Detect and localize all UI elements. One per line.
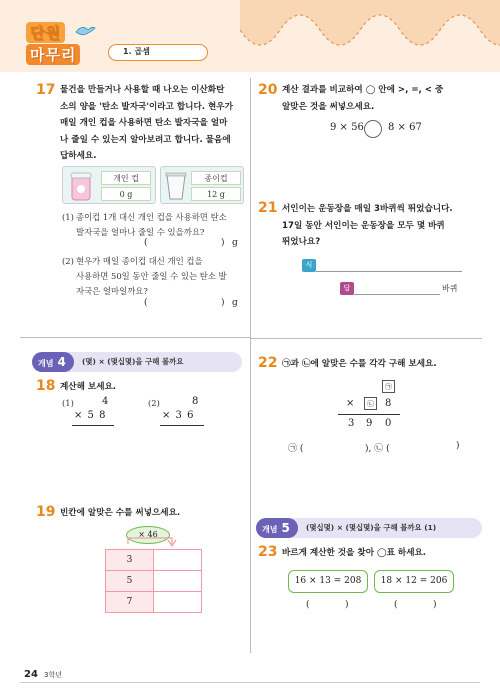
concept5-tag-label: 개념 — [262, 525, 278, 534]
unit-title-pill: 1. 곱셈 — [108, 44, 208, 61]
q17-sub1-number: (1) — [62, 212, 74, 222]
q20-left-expr: 9 × 56 — [330, 122, 364, 133]
q17-sub1-line: 발자국을 얼마나 줄일 수 있을까요? — [76, 227, 205, 237]
q18-text: 계산해 보세요. — [60, 382, 117, 392]
q18-number: 18 — [36, 378, 56, 394]
paper-cup-icon — [165, 171, 187, 201]
q17-sub2-line: 현우가 매일 종이컵 대신 개인 컵을 — [76, 256, 203, 266]
column-divider — [250, 78, 251, 653]
q18-p1-bottom: × 5 8 — [74, 410, 107, 421]
q21-line: 17일 동안 서인이는 운동장을 모두 몇 바퀴 — [282, 220, 445, 231]
concept5-tag-number: 5 — [281, 521, 290, 535]
q17-sub2-text — [76, 254, 246, 299]
q22-result-digit: 9 — [366, 418, 373, 429]
q18-p2-number: (2) — [148, 398, 160, 408]
q21-sik-line[interactable] — [316, 271, 462, 272]
q17-number: 17 — [36, 82, 56, 98]
paper-cup-card — [160, 166, 244, 204]
q18-p1-top: 4 — [102, 396, 109, 407]
q22-answer-a-label: ㉠ ( — [288, 444, 304, 454]
q19-text: 빈칸에 알맞은 수를 써넣으세요. — [60, 508, 181, 518]
q21-dap-unit: 바퀴 — [442, 284, 458, 293]
q23-paren-close-1[interactable]: ) — [345, 600, 349, 610]
q22-box-b[interactable]: ㉡ — [364, 397, 377, 410]
q23-text: 바르게 계산한 것을 찾아 ◯표 하세요. — [282, 548, 427, 558]
q18-p1-number: (1) — [62, 398, 74, 408]
q19-left-cell: 7 — [106, 592, 154, 613]
q17-sub2-unit: g — [232, 298, 238, 308]
q17-line: 매일 개인 컵을 사용하면 탄소 발자국을 얼마 — [60, 118, 228, 128]
q23-number: 23 — [258, 544, 278, 560]
q18-p2-top: 8 — [192, 396, 199, 407]
footer-rule — [20, 682, 480, 683]
bird-icon — [74, 24, 96, 38]
q18-p2-line — [160, 425, 204, 426]
concept4-title: (몇) × (몇십몇)을 구해 볼까요 — [82, 357, 184, 366]
q21-number: 21 — [258, 200, 278, 216]
q23-paren-open-1: ( — [306, 600, 310, 610]
q22-times: × — [346, 398, 355, 409]
q17-line: 소의 양을 '탄소 발자국'이라고 합니다. 현우가 — [60, 101, 233, 112]
q20-line: 계산 결과를 비교하여 ◯ 안에 >, =, < 중 — [282, 85, 444, 95]
q23-option-2[interactable]: 18 × 12 = 206 — [374, 570, 454, 593]
q19-number: 19 — [36, 504, 56, 520]
personal-cup-card — [62, 166, 156, 204]
q17-sub2-line: 사용하면 50일 동안 줄일 수 있는 탄소 발 — [76, 271, 227, 281]
q21-dap-badge: 답 — [340, 282, 354, 295]
q22-answer-b-label[interactable]: ), ㉡ ( — [365, 444, 390, 454]
q17-sub2-number: (2) — [62, 256, 74, 266]
q17-sub1-text — [76, 210, 246, 240]
q21-text — [282, 201, 482, 251]
q21-sik-badge: 식 — [302, 259, 316, 272]
q20-number: 20 — [258, 82, 278, 98]
q17-sub1-line: 종이컵 1개 대신 개인 컵을 사용하면 탄소 — [76, 212, 227, 222]
grade-label: 3학년 — [44, 671, 62, 679]
concept5-tag — [256, 518, 298, 538]
concept4-tag-label: 개념 — [38, 359, 54, 368]
paper-cup-value: 12 g — [191, 187, 241, 201]
logo-line2: 마무리 — [26, 44, 80, 65]
section-divider — [250, 338, 482, 339]
q17-sub1-answer-close[interactable]: ) — [221, 238, 225, 248]
q17-text — [60, 82, 245, 165]
logo-line1: 단원 — [26, 22, 65, 43]
q20-right-expr: 8 × 67 — [388, 122, 422, 133]
q17-sub2-line: 자국은 얼마일까요? — [76, 286, 148, 296]
q23-paren-close-2[interactable]: ) — [433, 600, 437, 610]
q19-left-cell: 3 — [106, 550, 154, 571]
q19-left-cell: 5 — [106, 571, 154, 592]
section-divider — [20, 337, 250, 338]
q22-number: 22 — [258, 355, 278, 371]
page-number: 24 — [24, 669, 38, 680]
q22-answer-close[interactable]: ) — [456, 441, 460, 451]
q22-result-digit: 0 — [385, 418, 392, 429]
q17-sub1-unit: g — [232, 238, 238, 248]
q19-answer-cell[interactable] — [154, 550, 202, 571]
q22-eight: 8 — [385, 398, 392, 409]
q17-sub1-answer-open: ( — [144, 238, 148, 248]
concept4-tag-number: 4 — [57, 355, 66, 369]
q18-p2-bottom: × 3 6 — [162, 410, 195, 421]
q20-compare-circle[interactable] — [364, 120, 382, 138]
personal-cup-value: 0 g — [101, 187, 151, 201]
paper-cup-label: 종이컵 — [191, 171, 241, 185]
q19-table — [105, 549, 202, 613]
q22-line — [338, 414, 400, 415]
q17-sub2-answer-close[interactable]: ) — [221, 298, 225, 308]
q17-sub2-answer-open: ( — [144, 298, 148, 308]
unit-review-logo — [18, 20, 118, 70]
personal-cup-label: 개인 컵 — [101, 171, 151, 185]
q20-line: 알맞은 것을 써넣으세요. — [282, 101, 375, 112]
q21-dap-line[interactable] — [354, 294, 440, 295]
q17-line: 답하세요. — [60, 151, 97, 161]
q19-answer-cell[interactable] — [154, 571, 202, 592]
personal-cup-icon — [69, 170, 95, 202]
q19-operator-oval: × 46 — [126, 526, 170, 544]
concept4-tag — [32, 352, 74, 372]
q22-result-digit: 3 — [348, 418, 355, 429]
q19-answer-cell[interactable] — [154, 592, 202, 613]
q20-text — [282, 82, 482, 115]
q22-box-a[interactable]: ㉠ — [382, 380, 395, 393]
q21-line: 서인이는 운동장을 매일 3바퀴씩 뛰었습니다. — [282, 204, 453, 214]
q22-text: ㉠과 ㉡에 알맞은 수를 각각 구해 보세요. — [282, 359, 437, 369]
q17-line: 나 줄일 수 있는지 알아보려고 합니다. 물음에 — [60, 134, 231, 145]
q18-p1-line — [72, 425, 114, 426]
q17-line: 물건을 만들거나 사용할 때 나오는 이산화탄 — [60, 85, 225, 95]
q21-line: 뛰었나요? — [282, 237, 321, 247]
q23-option-1[interactable]: 16 × 13 = 208 — [288, 570, 368, 593]
header-wave-decoration — [240, 0, 500, 60]
q23-paren-open-2: ( — [394, 600, 398, 610]
concept5-title: (몇십몇) × (몇십몇)을 구해 볼까요 (1) — [306, 523, 437, 532]
